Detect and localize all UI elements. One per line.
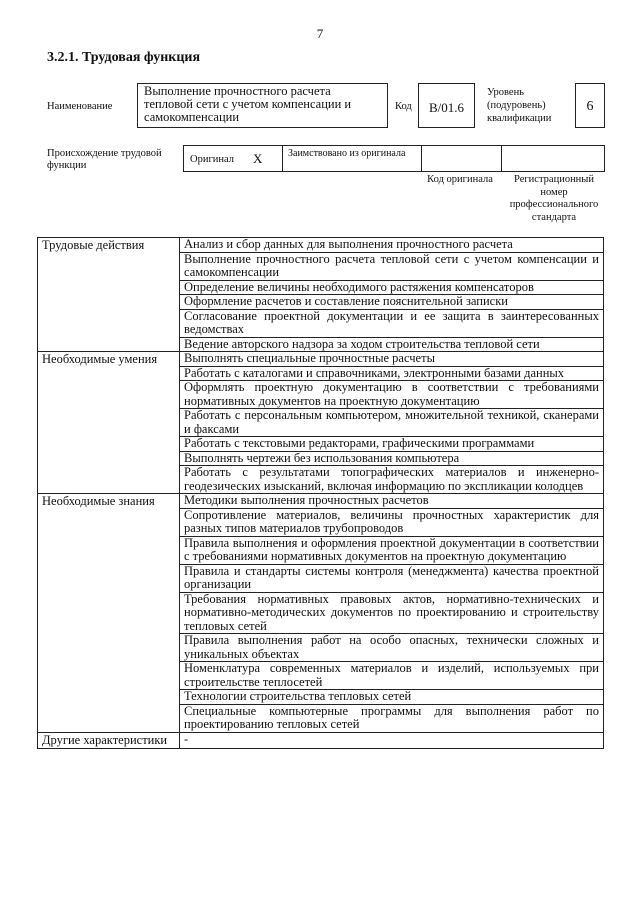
item-cell: Ведение авторского надзора за ходом строительства тепловой сети [180, 337, 604, 352]
registration-caption: Регистрационный номер профессионального стандарта [509, 174, 599, 223]
labor-function-table [37, 237, 604, 749]
borrowed-label: Заимствовано из оригинала [288, 148, 406, 159]
category-cell: Необходимые знания [38, 494, 180, 733]
code-box [418, 83, 475, 128]
table-row [38, 352, 604, 367]
item-cell: Выполнять специальные прочностные расчеты [180, 352, 604, 367]
item-cell: Работать с результатами топографических материалов и инженерно-геодезических изысканий, включая информацию по экспликации колодцев [180, 466, 604, 494]
item-cell: Правила выполнения и оформления проектной документации в соответствии с требованиями нормативных документов на проектную документацию [180, 536, 604, 564]
origin-table [183, 145, 605, 172]
item-cell: - [180, 732, 604, 749]
page-number: 7 [316, 26, 324, 41]
level-label: Уровень (подуровень) квалификации [487, 87, 552, 124]
name-label: Наименование [47, 101, 113, 112]
item-cell: Специальные компьютерные программы для выполнения работ по проектированию тепловых сетей [180, 704, 604, 732]
function-name-box [137, 83, 388, 128]
table-row [38, 732, 604, 749]
original-label: Оригинал [190, 154, 234, 165]
level-box [575, 83, 605, 128]
item-cell: Номенклатура современных материалов и изделий, используемых при строительстве теплосетей [180, 662, 604, 690]
level-value: 6 [586, 99, 594, 114]
item-cell: Определение величины необходимого растяжения компенсаторов [180, 280, 604, 295]
code-label: Код [395, 101, 412, 112]
item-cell: Сопротивление материалов, величины прочностных характеристик для разных типов материалов трубопроводов [180, 508, 604, 536]
item-cell: Правила и стандарты системы контроля (менеджмента) качества проектной организации [180, 564, 604, 592]
function-name: Выполнение прочностного расчета тепловой сети с учетом компенсации и самокомпенсации [144, 84, 352, 124]
original-mark: X [253, 151, 263, 166]
category-cell: Необходимые умения [38, 352, 180, 494]
category-cell: Другие характеристики [38, 732, 180, 749]
item-cell: Анализ и сбор данных для выполнения прочностного расчета [180, 238, 604, 253]
item-cell: Требования нормативных правовых актов, нормативно-технических и нормативно-методических документов по проектированию и строительству тепловых сетей [180, 592, 604, 634]
item-cell: Согласование проектной документации и ее защита в заинтересованных ведомствах [180, 309, 604, 337]
code-value: B/01.6 [428, 100, 465, 115]
item-cell: Методики выполнения прочностных расчетов [180, 494, 604, 509]
table-row [38, 238, 604, 253]
section-title: 3.2.1. Трудовая функция [47, 50, 201, 65]
item-cell: Работать с каталогами и справочниками, электронными базами данных [180, 366, 604, 381]
item-cell: Работать с персональным компьютером, множительной техникой, сканерами и факсами [180, 409, 604, 437]
origin-label: Происхождение трудовой функции [47, 148, 162, 171]
code-original-caption: Код оригинала [427, 174, 493, 185]
item-cell: Выполнение прочностного расчета тепловой сети с учетом компенсации и самокомпенсации [180, 252, 604, 280]
item-cell: Работать с текстовыми редакторами, графическими программами [180, 437, 604, 452]
item-cell: Оформление расчетов и составление пояснительной записки [180, 295, 604, 310]
item-cell: Правила выполнения работ на особо опасных, технически сложных и уникальных объектах [180, 634, 604, 662]
item-cell: Оформлять проектную документацию в соответствии с требованиями нормативных документов на проектную документацию [180, 381, 604, 409]
item-cell: Выполнять чертежи без использования компьютера [180, 451, 604, 466]
item-cell: Технологии строительства тепловых сетей [180, 690, 604, 705]
table-row [38, 494, 604, 509]
category-cell: Трудовые действия [38, 238, 180, 352]
